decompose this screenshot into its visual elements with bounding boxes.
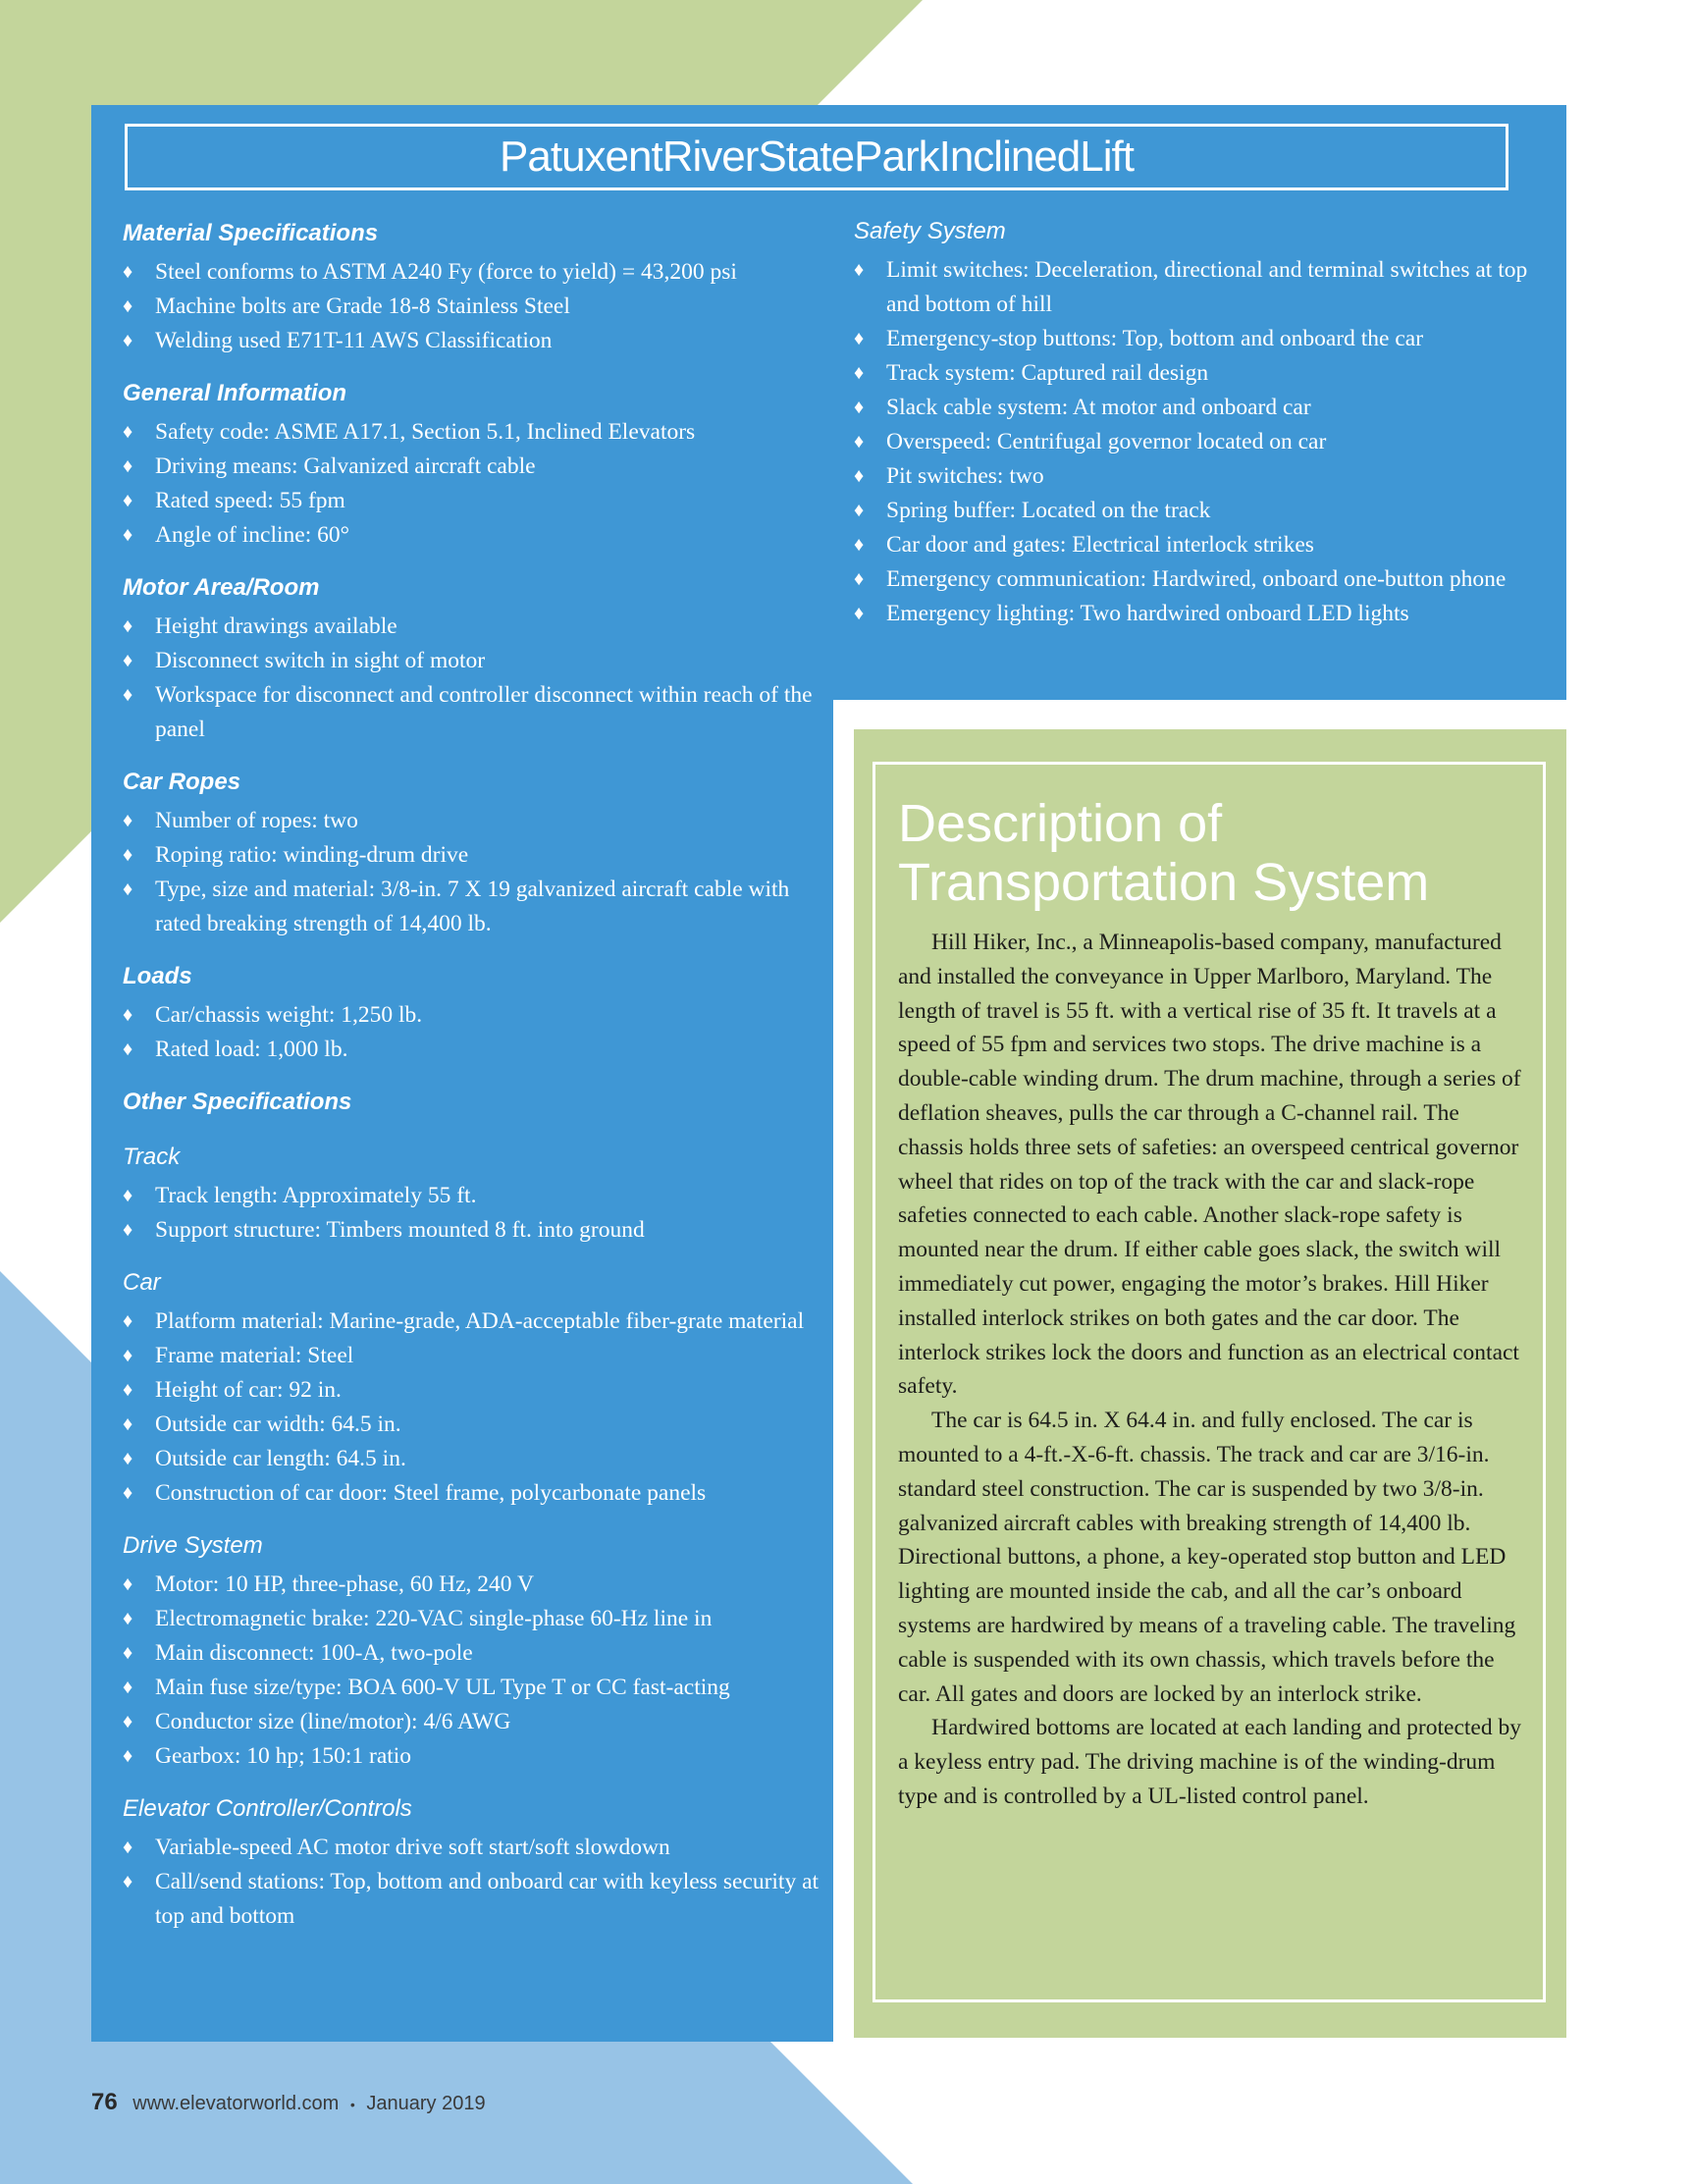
diamond-bullet-icon: ♦	[854, 603, 865, 624]
section-heading: Drive System	[123, 1532, 263, 1559]
list-item-text: Outside car length: 64.5 in.	[155, 1446, 406, 1471]
list-item	[123, 415, 820, 450]
diamond-bullet-icon: ♦	[123, 650, 133, 671]
list-item-text: Construction of car door: Steel frame, polycarbonate panels	[155, 1480, 707, 1506]
diamond-bullet-icon: ♦	[123, 1745, 133, 1767]
list-item	[123, 1213, 820, 1248]
diamond-bullet-icon: ♦	[123, 1379, 133, 1401]
list-item-text: Gearbox: 10 hp; 150:1 ratio	[155, 1743, 412, 1769]
list-item	[854, 322, 1551, 356]
list-item-text: Disconnect switch in sight of motor	[155, 648, 486, 673]
description-body	[898, 926, 1526, 1814]
diamond-bullet-icon: ♦	[123, 615, 133, 637]
section-heading: Motor Area/Room	[123, 574, 320, 601]
section-heading: Elevator Controller/Controls	[123, 1795, 412, 1822]
diamond-bullet-icon: ♦	[123, 330, 133, 351]
list-item	[123, 1033, 820, 1067]
diamond-bullet-icon: ♦	[854, 328, 865, 349]
list-item-text: Steel conforms to ASTM A240 Fy (force to yield) = 43,200 psi	[155, 259, 737, 285]
list-item	[123, 290, 820, 324]
list-item-text: Outside car width: 64.5 in.	[155, 1412, 401, 1437]
list-item	[854, 494, 1551, 528]
list-item	[123, 1408, 820, 1442]
diamond-bullet-icon: ♦	[123, 261, 133, 283]
list-item-text: Rated speed: 55 fpm	[155, 488, 345, 513]
description-paragraph: Hardwired bottoms are located at each landing and protected by a keyless entry pad. The driving machine is of the winding-drum type and is controlled by a UL-listed control panel.	[898, 1715, 1521, 1809]
footer-site-link[interactable]: www.elevatorworld.com	[132, 2093, 340, 2114]
diamond-bullet-icon: ♦	[854, 431, 865, 453]
list-item	[854, 528, 1551, 562]
list-item	[123, 1831, 820, 1865]
list-item-text: Frame material: Steel	[155, 1343, 354, 1368]
diamond-bullet-icon: ♦	[123, 810, 133, 831]
list-item-text: Angle of incline: 60°	[155, 522, 350, 548]
list-item-text: Car door and gates: Electrical interlock strikes	[886, 532, 1314, 558]
list-item-text: Rated load: 1,000 lb.	[155, 1037, 348, 1062]
spec-list	[123, 255, 820, 358]
list-item-text: Call/send stations: Top, bottom and onboard car with keyless security at top and bottom	[155, 1869, 820, 1929]
diamond-bullet-icon: ♦	[854, 362, 865, 384]
list-item	[123, 873, 820, 941]
diamond-bullet-icon: ♦	[123, 1039, 133, 1060]
list-item	[123, 1339, 820, 1373]
diamond-bullet-icon: ♦	[123, 1185, 133, 1206]
description-panel	[854, 729, 1566, 2038]
list-item	[854, 597, 1551, 631]
list-item	[123, 644, 820, 678]
list-item	[123, 1442, 820, 1476]
diamond-bullet-icon: ♦	[123, 1004, 133, 1026]
spec-list	[123, 1831, 820, 1934]
list-item	[123, 1671, 820, 1705]
diamond-bullet-icon: ♦	[123, 1345, 133, 1366]
diamond-bullet-icon: ♦	[123, 1608, 133, 1629]
diamond-bullet-icon: ♦	[854, 465, 865, 487]
list-item-text: Welding used E71T-11 AWS Classification	[155, 328, 553, 353]
section-heading-safety-system: Safety System	[854, 218, 1006, 244]
list-item	[854, 391, 1551, 425]
diamond-bullet-icon: ♦	[123, 490, 133, 511]
diamond-bullet-icon: ♦	[123, 455, 133, 477]
page-number: 76	[91, 2089, 118, 2115]
safety-system-list	[854, 253, 1551, 631]
list-item-text: Workspace for disconnect and controller disconnect within reach of the panel	[155, 682, 813, 742]
page-footer	[91, 2089, 486, 2116]
diamond-bullet-icon: ♦	[123, 1413, 133, 1435]
list-item	[123, 518, 820, 553]
section-heading: General Information	[123, 380, 347, 406]
spec-list	[123, 610, 820, 747]
description-title-line2: Transportation System	[898, 853, 1430, 912]
diamond-bullet-icon: ♦	[123, 1482, 133, 1504]
list-item	[123, 610, 820, 644]
list-item-text: Support structure: Timbers mounted 8 ft. into ground	[155, 1217, 645, 1243]
list-item	[123, 324, 820, 358]
list-item	[854, 425, 1551, 459]
list-item	[123, 804, 820, 838]
list-item	[854, 459, 1551, 494]
list-item-text: Height of car: 92 in.	[155, 1377, 342, 1403]
list-item-text: Overspeed: Centrifugal governor located on car	[886, 429, 1327, 454]
list-item	[123, 1179, 820, 1213]
section-heading: Track	[123, 1144, 181, 1170]
list-item-text: Main disconnect: 100-A, two-pole	[155, 1640, 473, 1666]
list-item	[123, 1305, 820, 1339]
list-item-text: Spring buffer: Located on the track	[886, 498, 1211, 523]
diamond-bullet-icon: ♦	[123, 295, 133, 317]
list-item-text: Slack cable system: At motor and onboard car	[886, 395, 1311, 420]
section-spacer	[123, 1124, 820, 1142]
list-item	[123, 1636, 820, 1671]
list-item	[854, 253, 1551, 322]
list-item	[123, 1568, 820, 1602]
diamond-bullet-icon: ♦	[123, 1448, 133, 1469]
diamond-bullet-icon: ♦	[123, 1677, 133, 1698]
list-item-text: Number of ropes: two	[155, 808, 358, 833]
footer-date: January 2019	[366, 2093, 486, 2114]
section-heading: Car	[123, 1269, 161, 1296]
diamond-bullet-icon: ♦	[123, 1871, 133, 1892]
diamond-bullet-icon: ♦	[854, 397, 865, 418]
diamond-bullet-icon: ♦	[123, 421, 133, 443]
list-item-text: Platform material: Marine-grade, ADA-acceptable fiber-grate material	[155, 1308, 805, 1334]
description-title	[898, 794, 1526, 912]
list-item	[123, 998, 820, 1033]
section-heading: Car Ropes	[123, 769, 241, 795]
safety-system-column	[854, 216, 1551, 651]
section-heading: Loads	[123, 963, 192, 989]
list-item	[123, 1739, 820, 1774]
diamond-bullet-icon: ♦	[123, 1642, 133, 1664]
diamond-bullet-icon: ♦	[123, 684, 133, 706]
list-item	[123, 838, 820, 873]
section-heading: Material Specifications	[123, 220, 379, 246]
list-item	[123, 1705, 820, 1739]
list-item-text: Limit switches: Deceleration, directional and terminal switches at top and bottom of hill	[886, 257, 1528, 317]
spec-list	[123, 1305, 820, 1511]
list-item-text: Height drawings available	[155, 613, 397, 639]
diamond-bullet-icon: ♦	[123, 1711, 133, 1732]
list-item	[123, 255, 820, 290]
list-item-text: Emergency-stop buttons: Top, bottom and onboard the car	[886, 326, 1424, 351]
list-item-text: Pit switches: two	[886, 463, 1044, 489]
article-title: PatuxentRiverStateParkInclinedLift	[125, 124, 1508, 190]
diamond-bullet-icon: ♦	[123, 1219, 133, 1241]
diamond-bullet-icon: ♦	[123, 1310, 133, 1332]
list-item-text: Conductor size (line/motor): 4/6 AWG	[155, 1709, 511, 1734]
spec-list	[123, 415, 820, 553]
list-item-text: Safety code: ASME A17.1, Section 5.1, Inclined Elevators	[155, 419, 696, 445]
list-item-text: Motor: 10 HP, three-phase, 60 Hz, 240 V	[155, 1571, 534, 1597]
list-item	[123, 1373, 820, 1408]
spec-list	[123, 1568, 820, 1774]
diamond-bullet-icon: ♦	[123, 844, 133, 866]
list-item	[854, 562, 1551, 597]
list-item-text: Type, size and material: 3/8-in. 7 X 19 galvanized aircraft cable with rated breaking strength of 14,400 lb.	[155, 877, 790, 936]
diamond-bullet-icon: ♦	[854, 259, 865, 281]
list-item-text: Track system: Captured rail design	[886, 360, 1209, 386]
list-item-text: Driving means: Galvanized aircraft cable	[155, 453, 536, 479]
list-item	[123, 484, 820, 518]
list-item	[123, 1865, 820, 1934]
specs-left-column	[123, 218, 820, 1953]
list-item-text: Roping ratio: winding-drum drive	[155, 842, 469, 868]
list-item-text: Electromagnetic brake: 220-VAC single-phase 60-Hz line in	[155, 1606, 713, 1631]
diamond-bullet-icon: ♦	[854, 534, 865, 556]
spec-list	[123, 804, 820, 941]
list-item-text: Main fuse size/type: BOA 600-V UL Type T or CC fast-acting	[155, 1675, 730, 1700]
diamond-bullet-icon: ♦	[854, 568, 865, 590]
spec-list	[123, 998, 820, 1067]
list-item	[123, 1602, 820, 1636]
list-item	[123, 450, 820, 484]
list-item-text: Variable-speed AC motor drive soft start/soft slowdown	[155, 1835, 670, 1860]
diamond-bullet-icon: ♦	[854, 500, 865, 521]
diamond-bullet-icon: ♦	[123, 1837, 133, 1858]
section-heading: Other Specifications	[123, 1089, 352, 1115]
spec-list	[123, 1179, 820, 1248]
list-item-text: Track length: Approximately 55 ft.	[155, 1183, 477, 1208]
list-item	[123, 1476, 820, 1511]
description-title-line1: Description of	[898, 794, 1223, 853]
footer-separator: •	[349, 2097, 355, 2112]
description-paragraph: Hill Hiker, Inc., a Minneapolis-based company, manufactured and installed the conveyance in Upper Marlboro, Maryland. The length of travel is 55 ft. with a vertical rise of 35 ft. It travels at a speed of 55 fpm and services two stops. The drive machine is a double-cable winding drum. The drum machine, through a series of deflation sheaves, pulls the car through a C-channel rail. The chassis holds three sets of safeties: an overspeed centrical governor wheel that rides on top of the track with the car and slack-rope safeties connected to each cable. Another slack-rope safety is mounted near the drum. If either cable goes slack, the switch will immediately cut power, engaging the motor’s brakes. Hill Hiker installed interlock strikes on both gates and the car door. The interlock strikes lock the doors and function as an electrical contact safety.	[898, 930, 1521, 1400]
list-item-text: Emergency lighting: Two hardwired onboard LED lights	[886, 601, 1409, 626]
diamond-bullet-icon: ♦	[123, 879, 133, 900]
list-item-text: Machine bolts are Grade 18-8 Stainless Steel	[155, 293, 570, 319]
diamond-bullet-icon: ♦	[123, 1573, 133, 1595]
list-item	[123, 678, 820, 747]
list-item-text: Emergency communication: Hardwired, onboard one-button phone	[886, 566, 1507, 592]
list-item-text: Car/chassis weight: 1,250 lb.	[155, 1002, 423, 1028]
list-item	[854, 356, 1551, 391]
description-paragraph: The car is 64.5 in. X 64.4 in. and fully enclosed. The car is mounted to a 4-ft.-X-6-ft. chassis. The track and car are 3/16-in. standard steel construction. The car is suspended by two 3/8-in. galvanized aircraft cables with breaking strength of 14,400 lb. Directional buttons, a phone, a key-operated stop button and LED lighting are mounted inside the cab, and all the car’s onboard systems are hardwired by means of a traveling cable. The traveling cable is suspended with its own chassis, which travels before the car. All gates and doors are locked by an interlock strike.	[898, 1408, 1516, 1707]
diamond-bullet-icon: ♦	[123, 524, 133, 546]
